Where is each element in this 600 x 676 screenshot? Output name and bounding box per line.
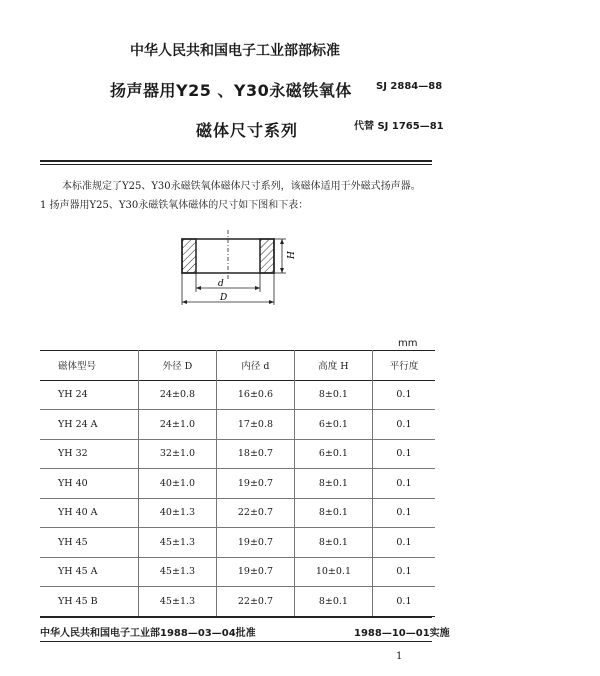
cell-inner-diameter: 19±0.7 <box>216 469 294 499</box>
cell-inner-diameter: 17±0.8 <box>216 410 294 440</box>
cell-model: YH 45 <box>40 528 139 558</box>
header-inner-diameter: 内径 d <box>216 351 294 381</box>
cell-outer-diameter: 45±1.3 <box>139 528 217 558</box>
cell-inner-diameter: 19±0.7 <box>216 557 294 587</box>
cell-parallelism: 0.1 <box>396 389 412 401</box>
cell-height: 8±0.1 <box>294 498 372 528</box>
cell-model: YH 45 A <box>40 557 139 587</box>
header-outer-diameter: 外径 D <box>139 351 217 381</box>
cell-parallelism: 0.1 <box>396 595 412 607</box>
document-title-line1: 扬声器用Y25 、Y30永磁铁氧体 <box>110 81 352 100</box>
table-row <box>40 587 435 617</box>
cell-outer-diameter: 45±1.3 <box>139 557 217 587</box>
footer-rule-thick <box>40 616 432 618</box>
header-rule-thin <box>40 164 432 165</box>
cell-outer-diameter: 32±1.0 <box>139 439 217 469</box>
cell-outer-diameter: 45±1.3 <box>139 587 217 617</box>
replaces-standard: 代替 SJ 1765—81 <box>354 121 444 132</box>
cell-parallelism: 0.1 <box>396 477 412 489</box>
footer-rule-thin <box>40 641 432 642</box>
table-unit: mm <box>398 338 418 349</box>
cell-height: 10±0.1 <box>294 557 372 587</box>
label-inner-diameter: d <box>218 279 224 289</box>
table-row <box>40 439 435 469</box>
cell-parallelism: 0.1 <box>396 418 412 430</box>
cell-height: 8±0.1 <box>294 469 372 499</box>
cell-model: YH 40 A <box>40 498 139 528</box>
section-1-text: 1 扬声器用Y25、Y30永磁铁氧体磁体的尺寸如下图和下表： <box>40 200 309 211</box>
page-number: 1 <box>396 651 403 662</box>
cell-parallelism: 0.1 <box>396 566 412 578</box>
issuing-organization: 中华人民共和国电子工业部部标准 <box>130 43 340 59</box>
table-row <box>40 498 435 528</box>
cell-inner-diameter: 16±0.6 <box>216 380 294 410</box>
label-outer-diameter: D <box>220 293 228 303</box>
cell-model: YH 24 A <box>40 410 139 440</box>
cell-height: 8±0.1 <box>294 380 372 410</box>
approval-statement: 中华人民共和国电子工业部1988—03—04批准 <box>40 628 256 639</box>
table-row <box>40 380 435 410</box>
cell-inner-diameter: 18±0.7 <box>216 439 294 469</box>
intro-paragraph: 本标准规定了Y25、Y30永磁铁氧体磁体尺寸系列，该磁体适用于外磁式扬声器。 <box>62 181 421 192</box>
cell-inner-diameter: 22±0.7 <box>216 587 294 617</box>
cell-model: YH 24 <box>40 380 139 410</box>
cell-parallelism: 0.1 <box>396 536 412 548</box>
cell-height: 8±0.1 <box>294 587 372 617</box>
table-row <box>40 469 435 499</box>
cell-outer-diameter: 24±1.0 <box>139 410 217 440</box>
table-row <box>40 410 435 440</box>
header-rule-thick <box>40 160 432 162</box>
magnet-cross-section-figure <box>170 225 310 315</box>
cell-inner-diameter: 22±0.7 <box>216 498 294 528</box>
cell-model: YH 40 <box>40 469 139 499</box>
label-height: H <box>287 251 297 259</box>
cell-inner-diameter: 19±0.7 <box>216 528 294 558</box>
cell-model: YH 45 B <box>40 587 139 617</box>
effective-date: 1988—10—01实施 <box>354 628 450 639</box>
standard-number: SJ 2884—88 <box>376 81 443 92</box>
document-title-line2: 磁体尺寸系列 <box>196 121 299 140</box>
cell-height: 6±0.1 <box>294 410 372 440</box>
cell-outer-diameter: 24±0.8 <box>139 380 217 410</box>
cell-outer-diameter: 40±1.0 <box>139 469 217 499</box>
cell-outer-diameter: 40±1.3 <box>139 498 217 528</box>
table-header-row <box>40 351 435 381</box>
dimensions-table <box>40 350 435 617</box>
table-row <box>40 557 435 587</box>
cell-parallelism: 0.1 <box>396 448 412 460</box>
header-model: 磁体型号 <box>40 351 139 381</box>
cell-parallelism: 0.1 <box>396 507 412 519</box>
table-row <box>40 528 435 558</box>
cell-height: 6±0.1 <box>294 439 372 469</box>
cell-height: 8±0.1 <box>294 528 372 558</box>
height-dimension <box>274 239 286 273</box>
cell-model: YH 32 <box>40 439 139 469</box>
header-height: 高度 H <box>294 351 372 381</box>
header-parallelism: 平行度 <box>389 361 419 373</box>
